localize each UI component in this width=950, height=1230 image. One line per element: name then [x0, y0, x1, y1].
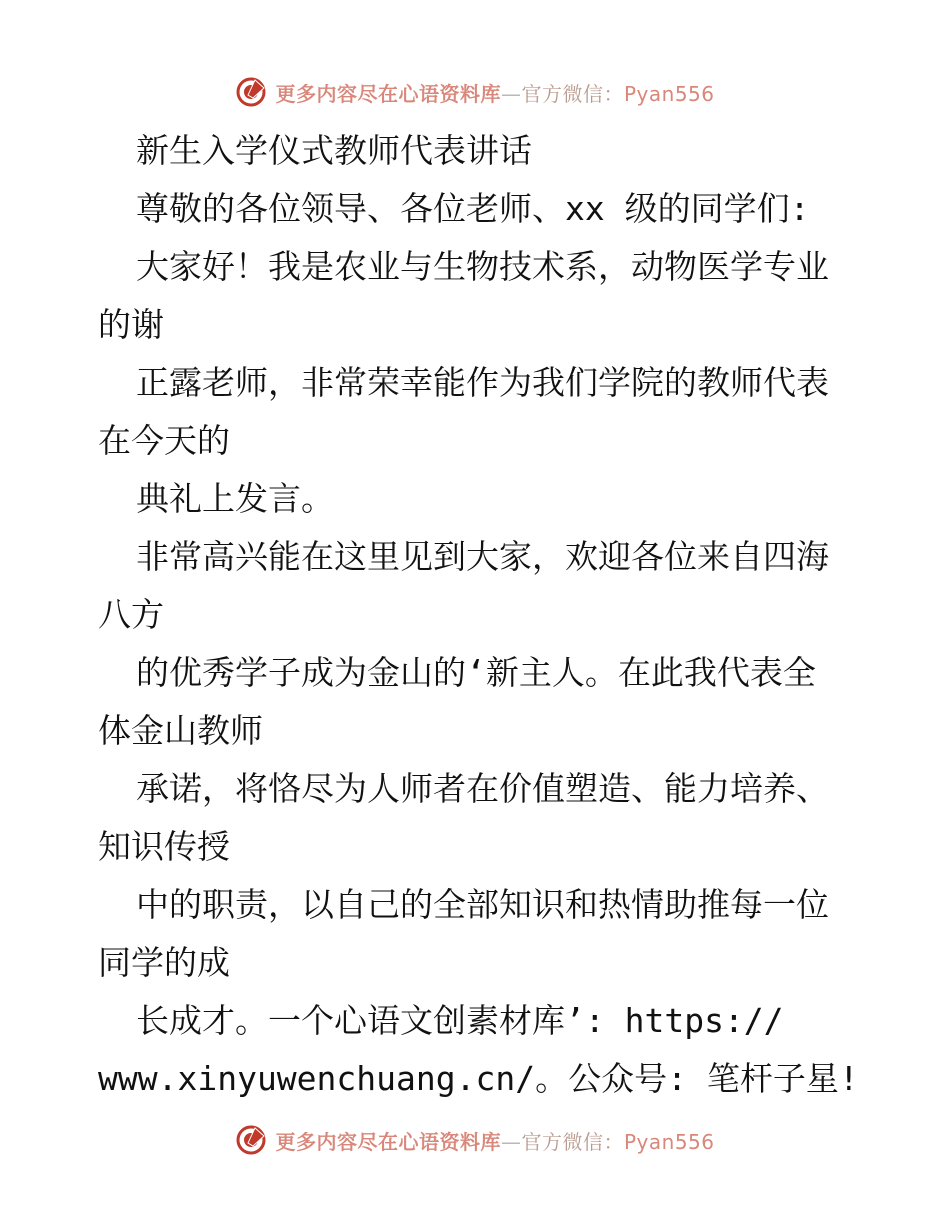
- document-body: [98, 122, 858, 1108]
- text-line: 八方: [98, 595, 164, 634]
- watermark-wechat-label: 官方微信：: [521, 1129, 624, 1154]
- watermark-account: Pyan556: [623, 1129, 715, 1154]
- footer-watermark: [0, 1120, 950, 1160]
- watermark-separator: —: [500, 1129, 522, 1154]
- text-line: 在今天的: [98, 421, 230, 460]
- watermark-separator: —: [500, 81, 522, 106]
- text-line: 中的职责，以自己的全部知识和热情助推每一位: [136, 885, 829, 924]
- watermark-text: [275, 1126, 714, 1155]
- text-line: 知识传授: [98, 827, 230, 866]
- watermark-text: [275, 78, 714, 107]
- watermark-wechat-label: 官方微信：: [521, 81, 624, 106]
- text-line: 的优秀学子成为金山的‘新主人。在此我代表全: [136, 653, 816, 692]
- watermark-slogan: 更多内容尽在心语资料库: [275, 1129, 501, 1154]
- text-line: 大家好！我是农业与生物技术系，动物医学专业: [136, 247, 829, 286]
- text-line: 正露老师，非常荣幸能作为我们学院的教师代表: [136, 363, 829, 402]
- header-watermark: [0, 72, 950, 112]
- text-line: 承诺，将恪尽为人师者在价值塑造、能力培养、: [136, 769, 829, 808]
- text-line: 的谢: [98, 305, 164, 344]
- red-circle-pen-icon: [235, 1124, 267, 1156]
- red-circle-pen-icon: [235, 76, 267, 108]
- text-line: 同学的成: [98, 943, 230, 982]
- watermark-account: Pyan556: [623, 81, 715, 106]
- text-line: 非常高兴能在这里见到大家，欢迎各位来自四海: [136, 537, 829, 576]
- document-title: 新生入学仪式教师代表讲话: [136, 131, 532, 170]
- salutation: 尊敬的各位领导、各位老师、xx 级的同学们:: [136, 189, 810, 228]
- text-line: 体金山教师: [98, 711, 263, 750]
- text-line: 典礼上发言。: [136, 479, 334, 518]
- text-line: 长成才。一个心语文创素材库’: https://: [136, 1001, 784, 1040]
- watermark-slogan: 更多内容尽在心语资料库: [275, 81, 501, 106]
- text-line: www.xinyuwenchuang.cn/。公众号: 笔杆子星!: [98, 1059, 859, 1098]
